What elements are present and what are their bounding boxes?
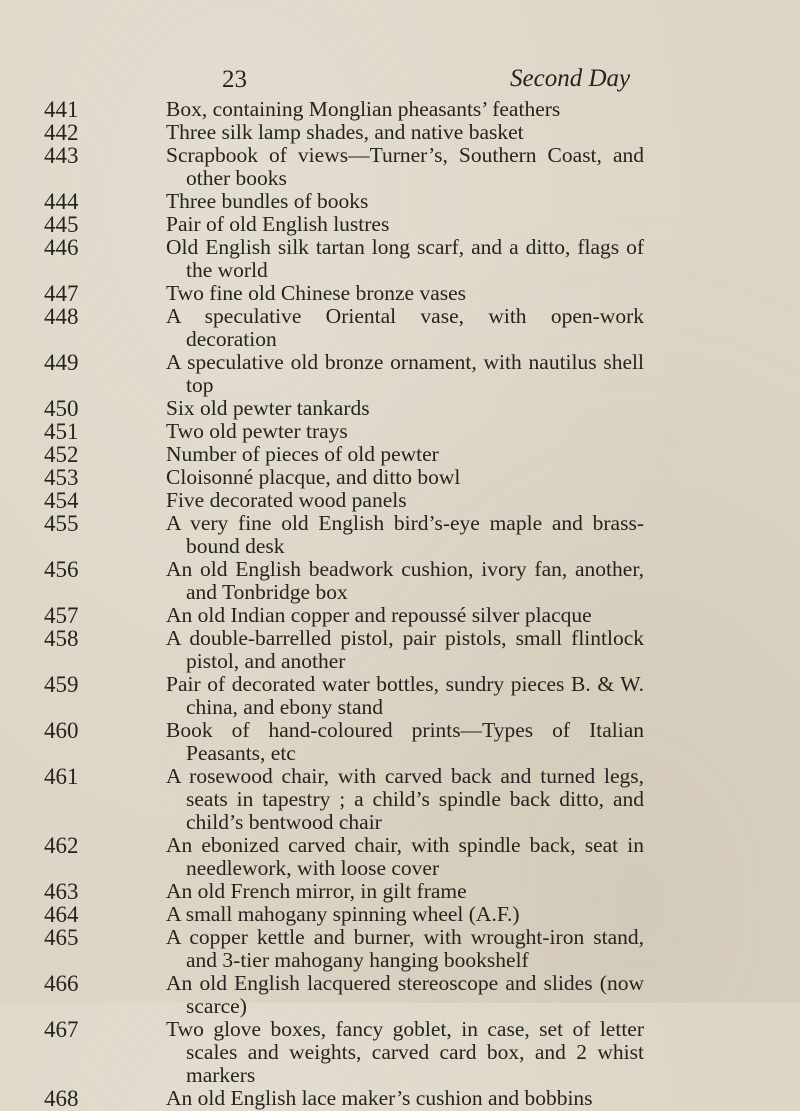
lot-number: 458: [44, 626, 79, 651]
lot-description: Box, containing Monglian pheasants’ feathers: [166, 97, 561, 121]
lot-description: Five decorated wood panels: [166, 488, 407, 512]
lot-number: 451: [44, 419, 79, 444]
lot-description: An ebonized carved chair, with spindle back, seat in needlework, with loose cover: [166, 833, 644, 880]
lot-description: An old French mirror, in gilt frame: [166, 879, 467, 903]
lot-description: A very fine old English bird’s-eye maple and brass-bound desk: [166, 511, 644, 558]
lot-description: A rosewood chair, with carved back and turned legs, seats in tapestry ; a child’s spindle back ditto, and child’s bentwood chair: [166, 764, 644, 834]
lot-number: 449: [44, 350, 79, 375]
running-title: Second Day: [510, 65, 631, 92]
lot-number: 464: [44, 902, 79, 927]
lot-description: An old English beadwork cushion, ivory fan, another, and Tonbridge box: [166, 557, 644, 604]
lot-number: 443: [44, 143, 79, 168]
lot-number: 468: [44, 1086, 79, 1111]
lot-description: Two glove boxes, fancy goblet, in case, set of letter scales and weights, carved card box, and 2 whist markers: [166, 1017, 644, 1087]
lot-number: 461: [44, 764, 79, 789]
lot-description: Three bundles of books: [166, 189, 369, 213]
lot-description: An old English lace maker’s cushion and bobbins: [166, 1086, 593, 1110]
lot-number: 448: [44, 304, 79, 329]
lot-description: A double-barrelled pistol, pair pistols, small flintlock pistol, and another: [166, 626, 644, 673]
lot-number: 441: [44, 97, 79, 122]
lot-number: 442: [44, 120, 79, 145]
lot-description: Scrapbook of views—Turner’s, Southern Coast, and other books: [166, 143, 644, 190]
lot-description: A speculative old bronze ornament, with nautilus shell top: [166, 350, 644, 397]
lot-number: 459: [44, 672, 79, 697]
lot-description: An old English lacquered stereoscope and slides (now scarce): [166, 971, 644, 1018]
lot-number: 452: [44, 442, 79, 467]
lot-number: 444: [44, 189, 79, 214]
lot-description: Old English silk tartan long scarf, and a ditto, flags of the world: [166, 235, 644, 282]
lot-number: 447: [44, 281, 79, 306]
lot-description: Six old pewter tankards: [166, 396, 370, 420]
lot-description: Pair of decorated water bottles, sundry pieces B. & W. china, and ebony stand: [166, 672, 644, 719]
lot-number: 446: [44, 235, 79, 260]
lot-number: 454: [44, 488, 79, 513]
lot-description: An old Indian copper and repoussé silver placque: [166, 603, 592, 627]
lot-number: 463: [44, 879, 79, 904]
lot-number: 466: [44, 971, 79, 996]
lot-number: 450: [44, 396, 79, 421]
lot-description: A speculative Oriental vase, with open-work decoration: [166, 304, 644, 351]
lot-number: 467: [44, 1017, 79, 1042]
lot-description: Cloisonné placque, and ditto bowl: [166, 465, 461, 489]
lot-number: 453: [44, 465, 79, 490]
page-number: 23: [222, 66, 247, 93]
lot-description: A small mahogany spinning wheel (A.F.): [166, 902, 520, 926]
lot-number: 456: [44, 557, 79, 582]
lot-description: Book of hand-coloured prints—Types of Italian Peasants, etc: [166, 718, 644, 765]
lot-description: Two old pewter trays: [166, 419, 348, 443]
lot-description: Two fine old Chinese bronze vases: [166, 281, 467, 305]
lot-description: Number of pieces of old pewter: [166, 442, 439, 466]
lot-number: 460: [44, 718, 79, 743]
lot-number: 462: [44, 833, 79, 858]
lot-number: 465: [44, 925, 79, 950]
lot-description: A copper kettle and burner, with wrought-iron stand, and 3-tier mahogany hanging bookshelf: [166, 925, 644, 972]
lot-description: Pair of old English lustres: [166, 212, 390, 236]
lot-number: 445: [44, 212, 79, 237]
lot-number: 455: [44, 511, 79, 536]
lot-description: Three silk lamp shades, and native basket: [166, 120, 524, 144]
lot-number: 457: [44, 603, 79, 628]
